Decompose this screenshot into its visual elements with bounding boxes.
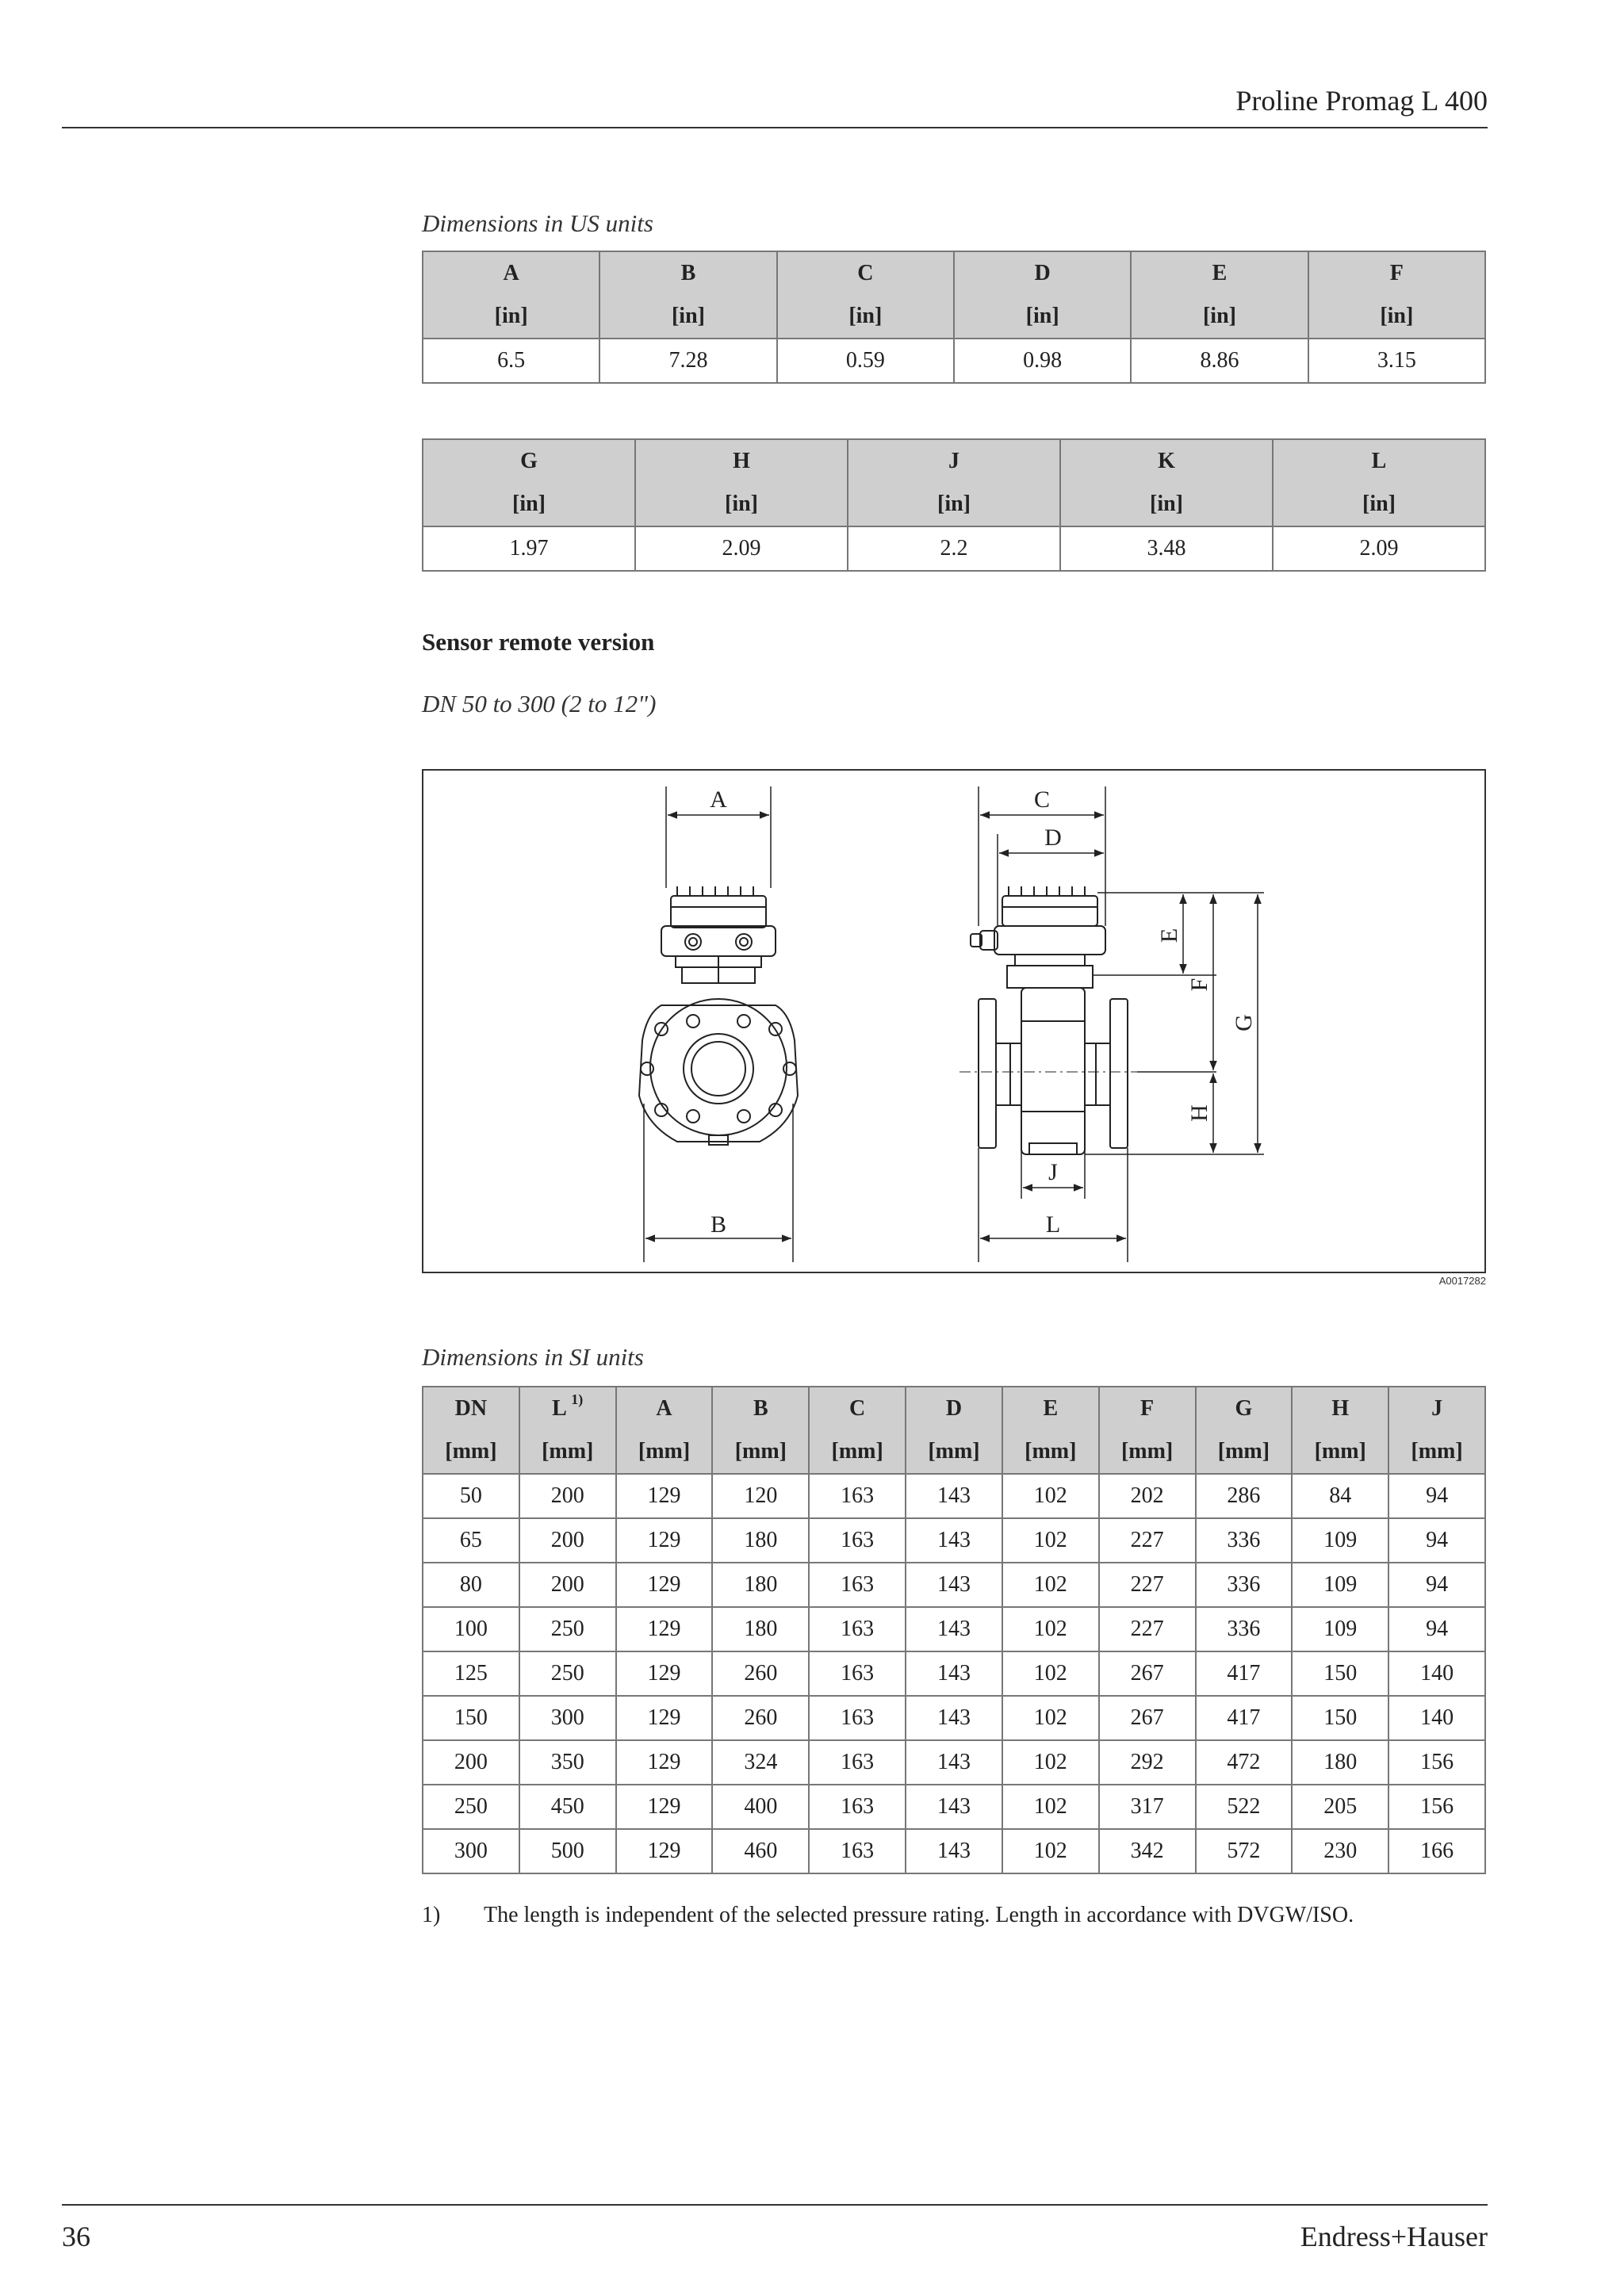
value-cell: 143 (906, 1740, 1002, 1785)
table-row (423, 1607, 1485, 1651)
unit-cell: [mm] (809, 1430, 906, 1474)
table-row (423, 1563, 1485, 1607)
header-cell: E (1002, 1387, 1099, 1430)
unit-cell: [in] (423, 483, 635, 526)
value-cell: 143 (906, 1651, 1002, 1696)
value-cell: 150 (423, 1696, 519, 1740)
value-cell: 150 (1292, 1696, 1388, 1740)
value-cell: 163 (809, 1518, 906, 1563)
dimension-label-f: F (1186, 978, 1212, 992)
unit-cell: [mm] (1099, 1430, 1196, 1474)
value-cell: 200 (519, 1474, 616, 1518)
value-cell: 94 (1388, 1607, 1485, 1651)
value-cell: 102 (1002, 1740, 1099, 1785)
value-cell: 156 (1388, 1785, 1485, 1829)
value-cell: 336 (1196, 1518, 1293, 1563)
header-divider (62, 127, 1488, 128)
value-cell: 2.09 (1273, 526, 1485, 571)
value-cell: 109 (1292, 1518, 1388, 1563)
section-heading: Sensor remote version (422, 628, 655, 656)
header-cell-l: L (552, 1396, 566, 1421)
unit-cell: [in] (1131, 295, 1308, 339)
value-cell: 163 (809, 1696, 906, 1740)
us-units-caption: Dimensions in US units (422, 209, 653, 237)
value-cell: 163 (809, 1740, 906, 1785)
value-cell: 163 (809, 1607, 906, 1651)
footer-divider (62, 2204, 1488, 2206)
header-cell: A (423, 251, 599, 295)
value-cell: 260 (712, 1651, 809, 1696)
value-cell: 129 (616, 1474, 713, 1518)
table-row (423, 1651, 1485, 1696)
value-cell: 50 (423, 1474, 519, 1518)
value-cell: 140 (1388, 1696, 1485, 1740)
header-cell: DN (423, 1387, 519, 1430)
header-cell: J (848, 439, 1060, 483)
value-cell: 450 (519, 1785, 616, 1829)
value-cell: 460 (712, 1829, 809, 1873)
unit-cell: [in] (1273, 483, 1485, 526)
value-cell: 227 (1099, 1518, 1196, 1563)
value-cell: 163 (809, 1651, 906, 1696)
value-cell: 0.98 (954, 339, 1131, 383)
value-cell: 180 (712, 1563, 809, 1607)
header-cell: J (1388, 1387, 1485, 1430)
footnote-mark: 1) (422, 1903, 441, 1927)
value-cell: 572 (1196, 1829, 1293, 1873)
value-cell: 143 (906, 1563, 1002, 1607)
value-cell: 267 (1099, 1696, 1196, 1740)
table-row (423, 339, 1485, 383)
figure-code: A0017282 (1438, 1275, 1486, 1287)
value-cell: 180 (712, 1518, 809, 1563)
value-cell: 336 (1196, 1607, 1293, 1651)
value-cell: 163 (809, 1563, 906, 1607)
us-dimensions-table-1 (422, 251, 1486, 384)
value-cell: 102 (1002, 1563, 1099, 1607)
value-cell: 102 (1002, 1474, 1099, 1518)
footnote-ref: 1) (571, 1391, 584, 1407)
table-unit-row (423, 483, 1485, 526)
si-dimensions-table (422, 1386, 1486, 1874)
value-cell: 94 (1388, 1563, 1485, 1607)
value-cell: 227 (1099, 1563, 1196, 1607)
table-row (423, 1829, 1485, 1873)
value-cell: 143 (906, 1607, 1002, 1651)
table-header-row (423, 439, 1485, 483)
dimension-label-j: J (1048, 1159, 1058, 1185)
value-cell: 102 (1002, 1651, 1099, 1696)
unit-cell: [mm] (1002, 1430, 1099, 1474)
value-cell: 163 (809, 1785, 906, 1829)
value-cell: 500 (519, 1829, 616, 1873)
us-dimensions-table-2 (422, 438, 1486, 572)
value-cell: 100 (423, 1607, 519, 1651)
value-cell: 292 (1099, 1740, 1196, 1785)
value-cell: 3.48 (1060, 526, 1273, 571)
value-cell: 200 (519, 1518, 616, 1563)
dimension-label-b: B (710, 1211, 727, 1238)
value-cell: 230 (1292, 1829, 1388, 1873)
value-cell: 400 (712, 1785, 809, 1829)
unit-cell: [in] (954, 295, 1131, 339)
value-cell: 250 (423, 1785, 519, 1829)
value-cell: 180 (1292, 1740, 1388, 1785)
header-cell: B (712, 1387, 809, 1430)
value-cell: 94 (1388, 1518, 1485, 1563)
value-cell: 102 (1002, 1829, 1099, 1873)
value-cell: 324 (712, 1740, 809, 1785)
value-cell: 522 (1196, 1785, 1293, 1829)
value-cell: 125 (423, 1651, 519, 1696)
si-units-caption: Dimensions in SI units (422, 1343, 644, 1371)
table-row (423, 1785, 1485, 1829)
value-cell: 109 (1292, 1563, 1388, 1607)
value-cell: 129 (616, 1563, 713, 1607)
value-cell: 472 (1196, 1740, 1293, 1785)
dimension-label-e: E (1156, 928, 1182, 943)
value-cell: 129 (616, 1785, 713, 1829)
header-cell (519, 1387, 616, 1430)
unit-cell: [mm] (519, 1430, 616, 1474)
value-cell: 180 (712, 1607, 809, 1651)
page-header-title: Proline Promag L 400 (1235, 85, 1488, 117)
value-cell: 156 (1388, 1740, 1485, 1785)
value-cell: 129 (616, 1740, 713, 1785)
value-cell: 120 (712, 1474, 809, 1518)
value-cell: 250 (519, 1651, 616, 1696)
value-cell: 336 (1196, 1563, 1293, 1607)
header-cell: K (1060, 439, 1273, 483)
table-unit-row (423, 295, 1485, 339)
value-cell: 7.28 (599, 339, 776, 383)
unit-cell: [in] (777, 295, 954, 339)
table-row (423, 1518, 1485, 1563)
value-cell: 202 (1099, 1474, 1196, 1518)
value-cell: 417 (1196, 1696, 1293, 1740)
value-cell: 163 (809, 1829, 906, 1873)
header-cell: C (809, 1387, 906, 1430)
dimension-label-d: D (1044, 825, 1062, 851)
unit-cell: [mm] (616, 1430, 713, 1474)
value-cell: 94 (1388, 1474, 1485, 1518)
value-cell: 102 (1002, 1518, 1099, 1563)
value-cell: 129 (616, 1696, 713, 1740)
dimension-label-l: L (1045, 1211, 1061, 1238)
value-cell: 102 (1002, 1696, 1099, 1740)
value-cell: 129 (616, 1518, 713, 1563)
unit-cell: [mm] (1292, 1430, 1388, 1474)
value-cell: 2.2 (848, 526, 1060, 571)
value-cell: 143 (906, 1474, 1002, 1518)
header-cell: B (599, 251, 776, 295)
value-cell: 200 (423, 1740, 519, 1785)
header-cell: G (423, 439, 635, 483)
value-cell: 140 (1388, 1651, 1485, 1696)
value-cell: 260 (712, 1696, 809, 1740)
value-cell: 143 (906, 1829, 1002, 1873)
header-cell: A (616, 1387, 713, 1430)
value-cell: 300 (519, 1696, 616, 1740)
header-cell: L (1273, 439, 1485, 483)
table-row (423, 1474, 1485, 1518)
header-cell: D (954, 251, 1131, 295)
value-cell: 109 (1292, 1607, 1388, 1651)
value-cell: 350 (519, 1740, 616, 1785)
value-cell: 6.5 (423, 339, 599, 383)
unit-cell: [in] (1060, 483, 1273, 526)
unit-cell: [mm] (1388, 1430, 1485, 1474)
unit-cell: [in] (1308, 295, 1485, 339)
dimension-label-h: H (1186, 1104, 1212, 1122)
unit-cell: [mm] (712, 1430, 809, 1474)
value-cell: 205 (1292, 1785, 1388, 1829)
header-cell: G (1196, 1387, 1293, 1430)
table-header-row (423, 251, 1485, 295)
value-cell: 317 (1099, 1785, 1196, 1829)
table-row (423, 1696, 1485, 1740)
value-cell: 1.97 (423, 526, 635, 571)
value-cell: 129 (616, 1829, 713, 1873)
value-cell: 2.09 (635, 526, 848, 571)
unit-cell: [in] (848, 483, 1060, 526)
header-cell: C (777, 251, 954, 295)
value-cell: 143 (906, 1518, 1002, 1563)
value-cell: 8.86 (1131, 339, 1308, 383)
value-cell: 286 (1196, 1474, 1293, 1518)
unit-cell: [in] (423, 295, 599, 339)
value-cell: 102 (1002, 1785, 1099, 1829)
unit-cell: [mm] (1196, 1430, 1293, 1474)
header-cell: E (1131, 251, 1308, 295)
front-view (639, 886, 798, 1145)
side-view (959, 886, 1137, 1154)
dimension-drawing-svg (423, 771, 1484, 1272)
unit-cell: [mm] (906, 1430, 1002, 1474)
table-row (423, 526, 1485, 571)
value-cell: 84 (1292, 1474, 1388, 1518)
table-row (423, 1740, 1485, 1785)
page-number: 36 (62, 2221, 90, 2252)
value-cell: 3.15 (1308, 339, 1485, 383)
header-cell: F (1308, 251, 1485, 295)
value-cell: 129 (616, 1651, 713, 1696)
dimension-label-g: G (1231, 1014, 1257, 1031)
header-cell: D (906, 1387, 1002, 1430)
unit-cell: [in] (635, 483, 848, 526)
value-cell: 200 (519, 1563, 616, 1607)
dimension-label-a: A (710, 786, 727, 813)
table-header-row (423, 1387, 1485, 1430)
value-cell: 267 (1099, 1651, 1196, 1696)
value-cell: 250 (519, 1607, 616, 1651)
table-unit-row (423, 1430, 1485, 1474)
value-cell: 143 (906, 1785, 1002, 1829)
dimension-label-c: C (1033, 786, 1051, 813)
dn-range-caption: DN 50 to 300 (2 to 12") (422, 690, 657, 718)
value-cell: 129 (616, 1607, 713, 1651)
header-cell: H (635, 439, 848, 483)
value-cell: 150 (1292, 1651, 1388, 1696)
header-cell: F (1099, 1387, 1196, 1430)
value-cell: 342 (1099, 1829, 1196, 1873)
header-cell: H (1292, 1387, 1388, 1430)
footer-brand: Endress+Hauser (1300, 2221, 1488, 2252)
unit-cell: [in] (599, 295, 776, 339)
value-cell: 166 (1388, 1829, 1485, 1873)
value-cell: 102 (1002, 1607, 1099, 1651)
value-cell: 143 (906, 1696, 1002, 1740)
value-cell: 65 (423, 1518, 519, 1563)
value-cell: 300 (423, 1829, 519, 1873)
dimension-drawing (422, 769, 1486, 1273)
value-cell: 80 (423, 1563, 519, 1607)
value-cell: 417 (1196, 1651, 1293, 1696)
unit-cell: [mm] (423, 1430, 519, 1474)
value-cell: 163 (809, 1474, 906, 1518)
value-cell: 227 (1099, 1607, 1196, 1651)
value-cell: 0.59 (777, 339, 954, 383)
footnote-text: The length is independent of the selected pressure rating. Length in accordance with DVGW/ISO. (484, 1903, 1354, 1927)
